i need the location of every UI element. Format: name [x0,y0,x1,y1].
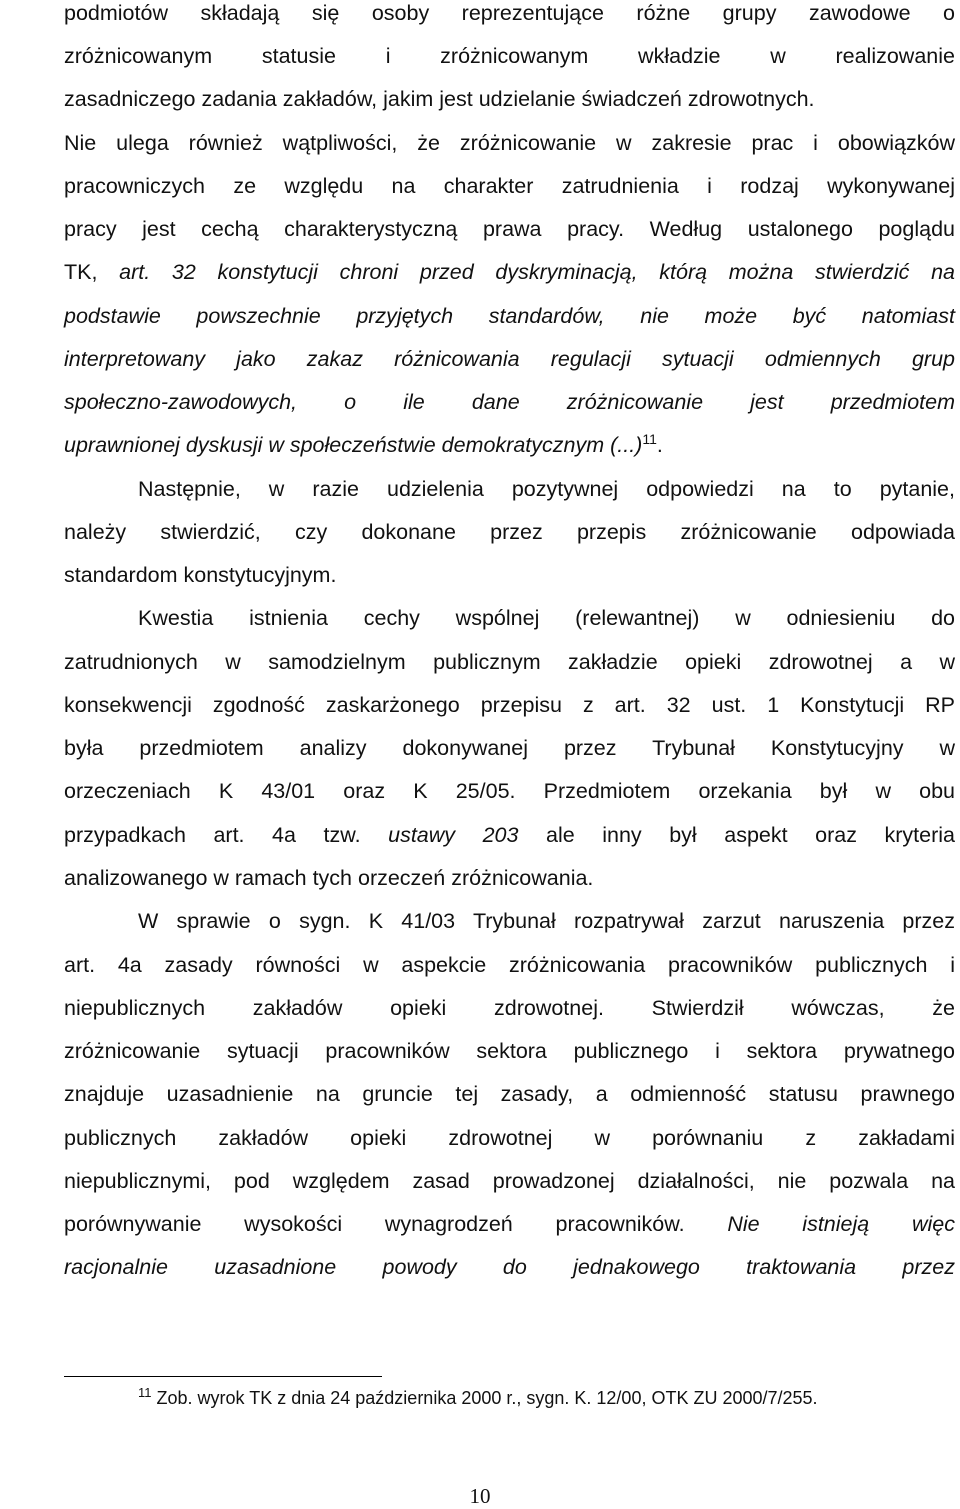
italic-run: Nie istnieją więc [727,1212,955,1236]
text-run: porównywanie wysokości wynagrodzeń pracowników. [64,1212,728,1236]
text-run: zatrudnionych w samodzielnym publicznym zakładzie opieki zdrowotnej a w [64,650,955,674]
text-run: . [656,433,663,457]
text-run: standardom konstytucyjnym. [64,563,337,587]
text-line [64,519,955,545]
text-line [64,692,955,718]
text-line [64,346,955,372]
text-run: zróżnicowanym statusie i zróżnicowanym wkładzie w realizowanie [64,44,955,68]
text-run: W sprawie o sygn. K 41/03 Trybunał rozpatrywał zarzut naruszenia przez [138,909,955,933]
text-run: pracowniczych ze względu na charakter zatrudnienia i rodzaj wykonywanej [64,174,955,198]
text-line [64,1081,955,1107]
text-run: orzeczeniach K 43/01 oraz K 25/05. Przedmiotem orzekania był w obu [64,779,955,803]
text-line [64,130,955,156]
text-run: analizowanego w ramach tych orzeczeń zróżnicowania. [64,866,594,890]
text-line [64,822,955,848]
italic-run: uprawnionej dyskusji w społeczeństwie demokratycznym (...) [64,433,643,457]
text-line [64,952,955,978]
text-line [64,173,955,199]
italic-run: społeczno-zawodowych, o ile dane zróżnicowanie jest przedmiotem [64,390,955,414]
italic-run: podstawie powszechnie przyjętych standardów, nie może być natomiast [64,304,955,328]
footnote-text: Zob. wyrok TK z dnia 24 października 2000 r., sygn. K. 12/00, OTK ZU 2000/7/255. [156,1388,818,1408]
text-run: zasadniczego zadania zakładów, jakim jest udzielanie świadczeń zdrowotnych. [64,87,815,111]
text-line [138,908,955,934]
text-run: znajduje uzasadnienie na gruncie tej zasady, a odmienność statusu prawnego [64,1082,955,1106]
footnote [138,1386,818,1410]
italic-run: art. 32 konstytucji chroni przed dyskryminacją, którą można stwierdzić na [119,260,955,284]
italic-run: ustawy 203 [388,823,519,847]
text-line [64,1038,955,1064]
text-run: Nie ulega również wątpliwości, że zróżnicowanie w zakresie prac i obowiązków [64,131,955,155]
text-run: Następnie, w razie udzielenia pozytywnej odpowiedzi na to pytanie, [138,477,955,501]
text-run: art. 4a zasady równości w aspekcie zróżnicowania pracowników publicznych i [64,953,955,977]
text-line [64,778,955,804]
text-run: podmiotów składają się osoby reprezentujące różne grupy zawodowe o [64,1,955,25]
text-run: niepublicznymi, pod względem zasad prowadzonej działalności, nie pozwala na [64,1169,955,1193]
text-run: ale inny był aspekt oraz kryteria [518,823,955,847]
text-line [64,865,955,891]
text-run: publicznych zakładów opieki zdrowotnej w porównaniu z zakładami [64,1126,955,1150]
text-run: była przedmiotem analizy dokonywanej przez Trybunał Konstytucyjny w [64,736,955,760]
text-line [64,43,955,69]
text-line [64,303,955,329]
text-line [64,1254,955,1280]
text-run: zróżnicowanie sytuacji pracowników sektora publicznego i sektora prywatnego [64,1039,955,1063]
footnote-ref: 11 [642,430,657,447]
text-line [64,735,955,761]
text-run: TK, [64,260,120,284]
text-line [64,259,955,285]
text-line [138,605,955,631]
text-line [138,476,955,502]
text-run: pracy jest cechą charakterystyczną prawa pracy. Według ustalonego poglądu [64,217,955,241]
text-run: należy stwierdzić, czy dokonane przez przepis zróżnicowanie odpowiada [64,520,955,544]
text-line [64,995,955,1021]
text-run: niepublicznych zakładów opieki zdrowotnej. Stwierdził wówczas, że [64,996,955,1020]
text-run: Kwestia istnienia cechy wspólnej (relewantnej) w odniesieniu do [138,606,955,630]
text-line [64,1125,955,1151]
text-line [64,1211,955,1237]
text-run: konsekwencji zgodność zaskarżonego przepisu z art. 32 ust. 1 Konstytucji RP [64,693,955,717]
text-line [64,649,955,675]
text-run: przypadkach art. 4a tzw. [64,823,389,847]
italic-run: interpretowany jako zakaz różnicowania regulacji sytuacji odmiennych grup [64,347,955,371]
text-line [64,432,955,458]
footnote-marker: 11 [138,1385,152,1400]
text-line [64,389,955,415]
text-line [64,86,955,112]
text-line [64,1168,955,1194]
footnote-separator [64,1376,382,1377]
italic-run: racjonalnie uzasadnione powody do jednakowego traktowania przez [64,1255,955,1279]
page-number: 10 [469,1484,491,1508]
text-line [64,562,955,588]
text-line [64,216,955,242]
text-line [64,0,955,26]
